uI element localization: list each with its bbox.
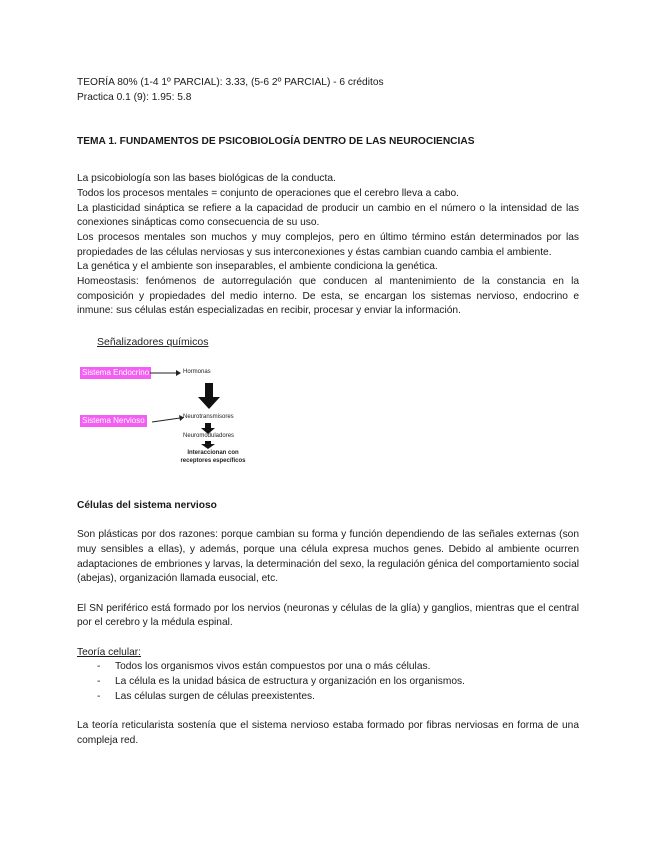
celulas-paragraph: Son plásticas por dos razones: porque cambian su forma y función dependiendo de las señales externas (son muy sensibles a ellas), y además, porque una célula expresa muchos genes. Debido al ambiente ocurren adaptaciones de embriones y larvas, la determinación del sexo, la regulación génica del comportamiento social (abejas), organización llamada eusocial, etc. xyxy=(77,529,579,585)
intro-paragraph: Todos los procesos mentales = conjunto de operaciones que el cerebro lleva a cabo. xyxy=(77,187,459,199)
intro-paragraph: La plasticidad sináptica se refiere a la capacidad de producir un cambio en el número o la intensidad de las conexiones sinápticas como consecuencia de su uso. xyxy=(77,202,579,229)
header-line-2: Practica 0.1 (9): 1.95: 5.8 xyxy=(77,91,192,103)
header-line-1: TEORÍA 80% (1-4 1º PARCIAL): 3.33, (5-6 2º PARCIAL) - 6 créditos xyxy=(77,77,384,88)
big-arrow-shaft xyxy=(205,383,213,397)
arrow-line xyxy=(152,418,180,422)
intro-paragraph: Homeostasis: fenómenos de autorregulación que conducen al mantenimiento de la constancia en la composición y propiedades del medio interno. De esta, se encargan los sistemas nervioso, endocrino e inmune: sus células están especializadas en recibir, procesar y enviar la información. xyxy=(77,276,579,317)
list-item: - Las células surgen de células preexistentes. xyxy=(93,690,579,705)
chemical-signalers-diagram xyxy=(80,335,280,485)
endocrine-system-label: Sistema Endocrino xyxy=(82,368,150,378)
section-title: Células del sistema nervioso xyxy=(77,500,217,512)
arrow-head xyxy=(176,370,181,376)
teoria-celular-title: Teoría celular: xyxy=(77,646,141,658)
receptors-label: Interaccionan con receptores específicos xyxy=(180,450,246,464)
reticularista-paragraph: La teoría reticularista sostenía que el sistema nervioso estaba formado por fibras nerviosas en forma de una compleja red. xyxy=(77,719,579,746)
hormones-label: Hormonas xyxy=(183,369,211,376)
sn-periferico-paragraph: El SN periférico está formado por los nervios (neuronas y células de la glía) y ganglios, mientras que el central por el cerebro y la médula espinal. xyxy=(77,602,579,629)
list-item: - La célula es la unidad básica de estructura y organización en los organismos. xyxy=(93,675,579,690)
small-arrow-head xyxy=(201,444,215,449)
tema-title: TEMA 1. FUNDAMENTOS DE PSICOBIOLOGÍA DENTRO DE LAS NEUROCIENCIAS xyxy=(77,136,475,148)
neuromodulators-label: Neuromoduladores xyxy=(183,433,235,440)
neurotransmitters-label: Neurotransmisores xyxy=(183,414,234,421)
teoria-celular-list xyxy=(77,660,579,704)
list-item: - Todos los organismos vivos están compuestos por una o más células. xyxy=(93,660,579,675)
intro-paragraph: La genética y el ambiente son inseparables, el ambiente condiciona la genética. xyxy=(77,261,438,273)
diagram-title: Señalizadores químicos xyxy=(97,336,209,349)
nervous-system-label: Sistema Nervioso xyxy=(82,416,145,426)
intro-paragraph: La psicobiología son las bases biológicas de la conducta. xyxy=(77,173,336,185)
big-arrow-head xyxy=(198,397,220,409)
intro-paragraph: Los procesos mentales son muchos y muy complejos, pero en último término están determinados por las propiedades de las células nerviosas y sus interconexiones y éstas cambian cuando cambia el ambiente. xyxy=(77,231,579,258)
document-page xyxy=(77,76,579,748)
